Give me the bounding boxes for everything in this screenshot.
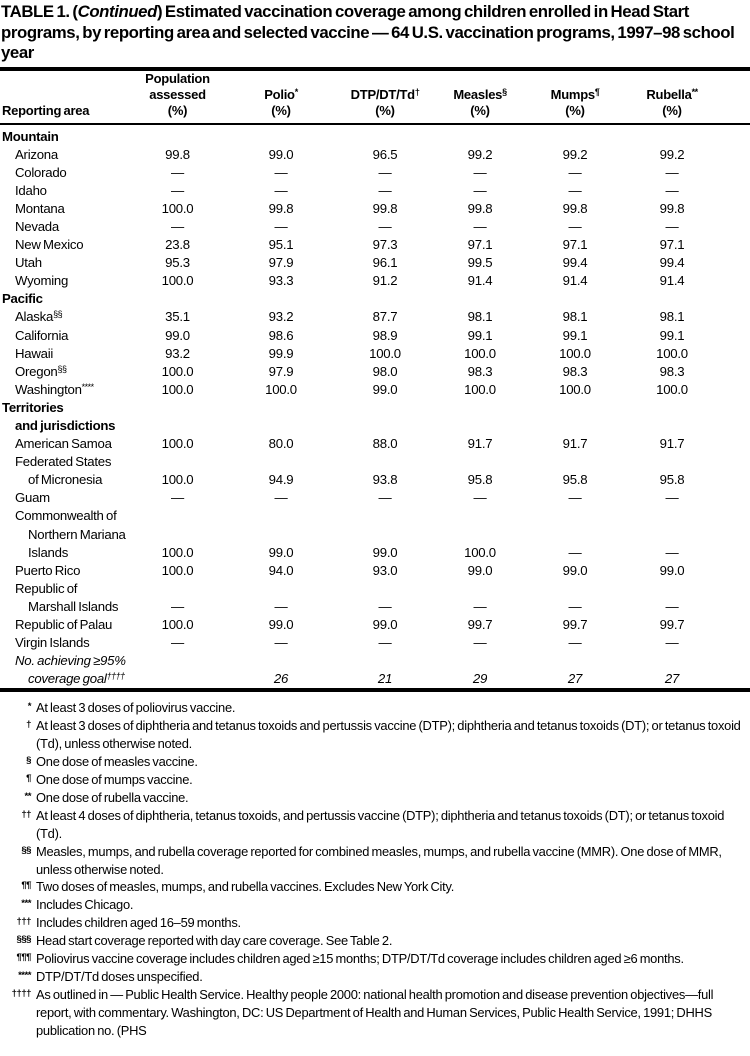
row-label-line: Republic of Palau (15, 617, 113, 633)
footnote-reference: **** (81, 381, 94, 392)
cell-value: 97.1 (467, 237, 493, 253)
row-label (0, 290, 135, 308)
row-label (0, 580, 135, 616)
table-row (0, 507, 750, 561)
row-label (0, 182, 135, 200)
footnote-text: Includes children aged 16–59 months. (36, 915, 241, 931)
table-row (0, 634, 750, 652)
footnote (0, 914, 750, 932)
footnote-reference: §§ (53, 309, 63, 320)
row-label-line: Pacific (2, 291, 43, 307)
cell-value: 97.1 (659, 237, 685, 253)
footnote-text: Measles, mumps, and rubella coverage reported for combined measles, mumps, and rubella vaccine (MMR). One dose of MMR, unless otherwise noted. (36, 843, 722, 877)
footnote (0, 950, 750, 968)
row-label-line: Federated States (15, 454, 112, 470)
cell-value: 98.1 (562, 309, 588, 325)
cell-value: 100.0 (161, 273, 194, 289)
table-row (0, 562, 750, 580)
cell-value: — (171, 182, 184, 198)
footnote-text: One dose of mumps vaccine. (36, 772, 193, 788)
row-label-line: Oregon§§ (15, 363, 67, 379)
cell-value: 27 (567, 671, 583, 687)
cell-value: — (274, 218, 288, 234)
cell-value: 91.7 (659, 436, 685, 452)
cell-value: — (473, 490, 487, 506)
cell-value: — (473, 218, 487, 234)
cell-value: 100.0 (656, 345, 688, 361)
footnote-text: One dose of rubella vaccine. (36, 789, 189, 805)
column-header-line: DTP/DT/Td† (350, 87, 420, 103)
table-row (0, 363, 750, 381)
table-row (0, 327, 750, 345)
row-label-line: Republic of (15, 580, 78, 596)
cell-value: 93.8 (372, 472, 398, 488)
cell-value: — (568, 635, 582, 651)
cell-value: — (378, 490, 392, 506)
cell-value: — (665, 182, 679, 198)
cell-value: 21 (377, 671, 393, 687)
footnote-marker: §§ (21, 844, 31, 856)
footnote (0, 932, 750, 950)
cell-value: 27 (664, 671, 680, 687)
cell-value: 91.4 (562, 273, 588, 289)
table-header-row (0, 71, 750, 123)
table-row (0, 580, 750, 616)
table-body (0, 125, 750, 689)
row-label (0, 327, 135, 345)
table-title-rest: ) Estimated vaccination coverage among children enrolled in Head Start programs, by reporting area and selected vaccine — 64 U.S. vaccination programs, 1997–98 school year (1, 2, 735, 62)
row-label (0, 562, 135, 580)
cell-value: 99.2 (659, 146, 685, 162)
footnote (0, 878, 750, 896)
cell-value: 96.5 (372, 146, 398, 162)
cell-value: 97.3 (372, 237, 398, 253)
row-label-line: Mountain (2, 128, 59, 144)
cell-value: 99.0 (659, 562, 685, 578)
row-label-line: and jurisdictions (15, 418, 116, 433)
cell-value: 100.0 (464, 544, 496, 560)
cell-value: 99.8 (165, 146, 190, 162)
cell-value: 99.0 (268, 544, 294, 560)
row-label-line: Nevada (15, 218, 59, 234)
row-label-line: coverage goal†††† (28, 671, 125, 687)
cell-value: 99.0 (467, 562, 493, 578)
cell-value: 99.4 (562, 255, 588, 271)
cell-value: 99.5 (467, 255, 493, 271)
cell-value: — (568, 598, 582, 614)
row-label-line: Islands (28, 544, 69, 560)
cell-value: 99.0 (372, 617, 398, 633)
row-label (0, 272, 135, 290)
cell-value: 100.0 (464, 381, 496, 397)
row-label-line: American Samoa (15, 436, 112, 452)
cell-value: 99.7 (467, 617, 493, 633)
table-title-continued: Continued (77, 2, 157, 21)
footnote-marker: ¶¶ (21, 880, 31, 892)
table-title-prefix: TABLE 1. ( (1, 2, 78, 21)
cell-value: 99.0 (268, 146, 294, 162)
cell-value: — (378, 164, 392, 180)
cell-value: 98.9 (372, 327, 398, 343)
footnote-marker: * (27, 701, 31, 713)
table-row (0, 489, 750, 507)
row-label-line: California (15, 327, 69, 343)
footnote (0, 968, 750, 986)
cell-value: 93.2 (268, 309, 294, 325)
cell-value: 99.8 (467, 200, 493, 216)
column-header (342, 71, 428, 123)
cell-value: 95.1 (268, 237, 294, 253)
cell-value: 91.4 (659, 273, 685, 289)
footnote-marker: ¶ (26, 773, 31, 785)
column-header-line: Polio* (264, 87, 298, 103)
cell-value: 100.0 (161, 472, 194, 488)
cell-value: — (171, 164, 184, 180)
column-header-line: Measles§ (453, 87, 507, 103)
footnote-text: As outlined in — Public Health Service. Healthy people 2000: national health promotion and disease prevention objectives—full report, with commentary. Washington, DC: US Department of Health and Human Services, Public Health Service, 1991; DHHS publication no. (PHS (36, 986, 714, 1038)
cell-value: 100.0 (161, 617, 194, 633)
column-header-line: assessed (149, 87, 206, 103)
cell-value: — (473, 635, 487, 651)
row-label (0, 128, 135, 146)
cell-value: 99.0 (372, 381, 398, 397)
cell-value: 99.9 (268, 345, 294, 361)
footnote-text: Head start coverage reported with day care coverage. See Table 2. (36, 933, 393, 949)
section-header-row (0, 128, 750, 146)
column-header-unit: (%) (662, 103, 682, 119)
cell-value: 99.8 (372, 200, 398, 216)
cell-value: 29 (472, 671, 488, 687)
cell-value: 100.0 (161, 200, 194, 216)
footnote-reference: ¶ (594, 87, 600, 98)
row-label-line: Puerto Rico (15, 562, 81, 578)
footnote-marker: †††† (11, 987, 31, 999)
row-label-line: Wyoming (15, 273, 69, 289)
footnote-text: DTP/DT/Td doses unspecified. (36, 969, 203, 984)
footnote-reference: ** (691, 87, 698, 98)
row-label (0, 308, 135, 326)
column-header (135, 71, 220, 123)
footnote-text: Two doses of measles, mumps, and rubella vaccines. Excludes New York City. (36, 879, 455, 895)
footnote-reference: §§ (57, 363, 67, 374)
cell-value: 100.0 (161, 562, 194, 578)
cell-value: 99.2 (562, 146, 588, 162)
column-header-unit: (%) (375, 103, 395, 119)
table-row (0, 182, 750, 200)
row-label (0, 146, 135, 164)
footnote (0, 771, 750, 789)
column-header (532, 71, 618, 123)
table-row (0, 345, 750, 363)
cell-value: 99.7 (659, 617, 685, 633)
cell-value: 99.1 (562, 327, 588, 343)
footnote-text: At least 3 doses of diphtheria and tetanus toxoids and pertussis vaccine (DTP); diphtheria and tetanus toxoids (DT); or tetanus toxoid (Td), unless otherwise noted. (36, 718, 741, 752)
cell-value: 98.1 (467, 309, 493, 325)
cell-value: — (568, 490, 582, 506)
table-row (0, 254, 750, 272)
cell-value: 99.0 (372, 544, 398, 560)
cell-value: 23.8 (165, 237, 190, 253)
row-label (0, 363, 135, 381)
footnote-marker: †† (21, 808, 31, 820)
footnote-marker: ††† (16, 916, 31, 928)
row-label-line: Guam (15, 490, 50, 506)
table-row (0, 164, 750, 182)
footnote-marker: † (26, 719, 31, 731)
cell-value: — (171, 218, 184, 234)
row-label (0, 218, 135, 236)
cell-value: 95.3 (165, 255, 190, 271)
cell-value: — (378, 182, 392, 198)
cell-value: 91.4 (467, 273, 493, 289)
row-label (0, 399, 135, 435)
row-label-line: Idaho (15, 182, 47, 198)
cell-value: 97.9 (268, 255, 294, 271)
row-label-line: Alaska§§ (15, 309, 63, 325)
cell-value: 100.0 (265, 381, 297, 397)
cell-value: 35.1 (165, 309, 190, 325)
cell-value: — (473, 182, 487, 198)
cell-value: — (473, 164, 487, 180)
cell-value: 99.1 (467, 327, 493, 343)
cell-value: 98.3 (562, 363, 588, 379)
column-header-line: Mumps¶ (550, 87, 600, 103)
footnote (0, 789, 750, 807)
row-label (0, 652, 135, 688)
row-label-line: Northern Mariana (28, 526, 126, 542)
cell-value: — (171, 490, 184, 506)
cell-value: 97.1 (562, 237, 588, 253)
cell-value: 99.0 (562, 562, 588, 578)
row-label (0, 616, 135, 634)
cell-value: — (171, 635, 184, 651)
cell-value: — (171, 598, 184, 614)
cell-value: — (378, 635, 392, 651)
footnote (0, 699, 750, 717)
footnote (0, 807, 750, 843)
cell-value: — (274, 164, 288, 180)
cell-value: 95.8 (562, 472, 588, 488)
row-label-line: Montana (15, 200, 65, 216)
cell-value: 91.2 (372, 273, 398, 289)
row-label (0, 381, 135, 399)
cell-value: — (568, 544, 582, 560)
footnote (0, 986, 750, 1040)
column-header-unit: (%) (565, 103, 585, 119)
footnote-marker: ¶¶¶ (16, 952, 31, 964)
cell-value: — (378, 218, 392, 234)
cell-value: — (274, 182, 288, 198)
cell-value: 100.0 (369, 345, 401, 361)
row-label (0, 453, 135, 489)
cell-value: 26 (273, 671, 289, 687)
footnote-marker: **** (18, 970, 31, 981)
table-row (0, 308, 750, 326)
footnote-reference: † (414, 87, 420, 98)
row-label-line: Arizona (15, 146, 58, 162)
column-header (618, 71, 726, 123)
cell-value: 99.8 (562, 200, 588, 216)
footnote-marker: *** (21, 898, 31, 910)
cell-value: 99.0 (165, 327, 190, 343)
section-header-row (0, 290, 750, 308)
row-label-line: Territories (2, 399, 64, 415)
column-header-unit: (%) (470, 103, 490, 119)
cell-value: 99.1 (659, 327, 685, 343)
footnote-text: Poliovirus vaccine coverage includes children aged ≥15 months; DTP/DT/Td coverage includes children aged ≥6 months. (36, 951, 684, 967)
column-header-line: Population (145, 70, 210, 86)
cell-value: 98.3 (467, 363, 493, 379)
row-label (0, 435, 135, 453)
cell-value: 95.8 (467, 472, 493, 488)
row-label-line: Colorado (15, 164, 67, 180)
footnote-text: One dose of measles vaccine. (36, 754, 198, 770)
cell-value: — (274, 490, 288, 506)
row-label-line: Utah (15, 255, 42, 271)
cell-value: 100.0 (161, 544, 194, 560)
cell-value: — (665, 164, 679, 180)
footnote (0, 896, 750, 914)
table-row (0, 272, 750, 290)
cell-value: 98.1 (659, 309, 685, 325)
footnote (0, 843, 750, 879)
row-label (0, 236, 135, 254)
cell-value: 100.0 (559, 381, 591, 397)
cell-value: 100.0 (559, 345, 591, 361)
cell-value: 80.0 (268, 436, 294, 452)
footnote-marker: ** (24, 790, 31, 802)
column-header-unit: (%) (271, 103, 291, 119)
cell-value: 96.1 (372, 255, 398, 271)
footnote-marker: § (26, 755, 31, 767)
table-row (0, 435, 750, 453)
row-label (0, 489, 135, 507)
cell-value: — (665, 490, 679, 506)
footnote-text: At least 4 doses of diphtheria, tetanus toxoids, and pertussis vaccine (DTP); diphtheria and tetanus toxoids (DT); or tetanus toxoid (Td). (36, 807, 725, 841)
table-row (0, 146, 750, 164)
cell-value: 93.3 (268, 273, 294, 289)
cell-value: — (378, 598, 392, 614)
table-row (0, 652, 750, 688)
cell-value: 93.2 (165, 345, 190, 361)
row-label (0, 254, 135, 272)
cell-value: — (665, 598, 679, 614)
footnote-reference: * (294, 87, 298, 98)
cell-value: 100.0 (656, 381, 688, 397)
table-row (0, 453, 750, 489)
cell-value: — (568, 164, 582, 180)
cell-value: — (473, 598, 487, 614)
section-header-row (0, 399, 750, 435)
row-label (0, 634, 135, 652)
row-label (0, 345, 135, 363)
table-row (0, 236, 750, 254)
column-header-unit: (%) (167, 103, 188, 119)
cell-value: — (665, 218, 679, 234)
row-label-line: Washington**** (15, 381, 94, 397)
footnotes (0, 692, 750, 1039)
cell-value: — (568, 218, 582, 234)
table-row (0, 381, 750, 399)
row-label-line: Marshall Islands (28, 598, 119, 614)
cell-value: 99.2 (467, 146, 493, 162)
cell-value: 97.9 (268, 363, 294, 379)
cell-value: 94.0 (268, 562, 294, 578)
cell-value: 98.6 (268, 327, 294, 343)
cell-value: 95.8 (659, 472, 685, 488)
row-label-line: Virgin Islands (15, 635, 90, 651)
cell-value: 91.7 (467, 436, 493, 452)
cell-value: — (274, 598, 288, 614)
column-header (220, 71, 342, 123)
footnote (0, 753, 750, 771)
cell-value: 87.7 (372, 309, 398, 325)
footnote-reference: †††† (106, 671, 125, 682)
cell-value: — (665, 544, 679, 560)
cell-value: 91.7 (562, 436, 588, 452)
row-label-line: New Mexico (15, 237, 84, 253)
table-title (0, 0, 750, 67)
cell-value: 99.8 (268, 200, 294, 216)
table-row (0, 200, 750, 218)
row-label-line: of Micronesia (28, 472, 103, 488)
row-label (0, 164, 135, 182)
cell-value: 88.0 (372, 436, 398, 452)
cell-value: 100.0 (464, 345, 496, 361)
table-row (0, 218, 750, 236)
footnote (0, 717, 750, 753)
cell-value: 99.0 (268, 617, 294, 633)
cell-value: 98.3 (659, 363, 685, 379)
cell-value: — (274, 635, 288, 651)
footnote-text: At least 3 doses of poliovirus vaccine. (36, 700, 236, 716)
cell-value: 99.7 (562, 617, 588, 633)
table-row (0, 616, 750, 634)
cell-value: — (568, 182, 582, 198)
footnote-text: Includes Chicago. (36, 897, 134, 913)
cell-value: — (665, 635, 679, 651)
row-label (0, 200, 135, 218)
row-label-line: No. achieving ≥95% (15, 653, 126, 669)
cell-value: 99.8 (659, 200, 685, 216)
column-header-line: Reporting area (2, 103, 90, 119)
cell-value: 100.0 (161, 363, 194, 379)
cell-value: 98.0 (372, 363, 398, 379)
cell-value: 99.4 (659, 255, 685, 271)
row-label-line: Commonwealth of (15, 508, 117, 524)
row-label (0, 507, 135, 561)
cell-value: 93.0 (372, 562, 398, 578)
footnote-marker: §§§ (16, 934, 31, 946)
column-header-line: Rubella** (646, 87, 698, 103)
cell-value: 100.0 (161, 381, 194, 397)
row-label-line: Hawaii (15, 345, 54, 361)
footnote-reference: § (502, 87, 507, 98)
cell-value: 94.9 (268, 472, 294, 488)
cell-value: 100.0 (161, 436, 194, 452)
column-header (428, 71, 532, 123)
column-header-reporting-area (0, 71, 135, 123)
